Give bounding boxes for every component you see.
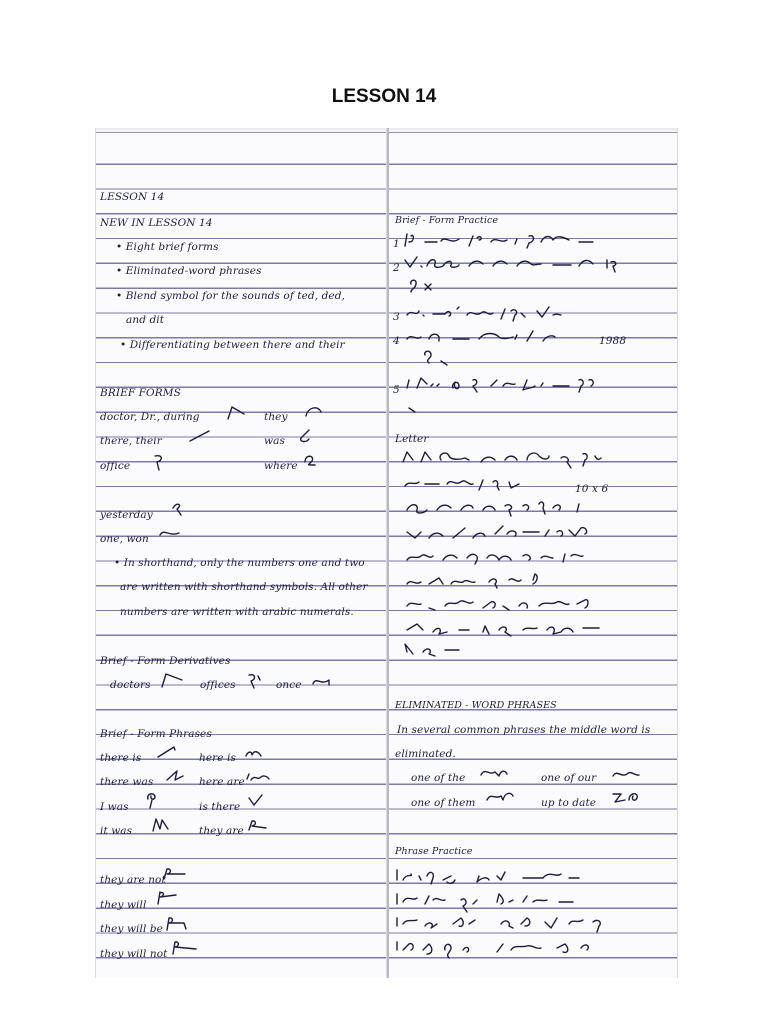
eliminated-phrases-heading: ELIMINATED - WORD PHRASES	[395, 700, 557, 711]
phrase-there-is: there is	[100, 752, 142, 764]
brief-forms-heading: BRIEF FORMS	[100, 387, 181, 399]
brief-form-was: was	[264, 435, 285, 447]
shorthand-practice-line-3-icon	[403, 303, 603, 323]
derivative-doctors: doctors	[110, 679, 151, 691]
shorthand-practice-line-2-icon	[403, 254, 673, 298]
brief-form-one: one, won	[100, 533, 149, 545]
phrase-they-are-not: they are not	[100, 874, 166, 886]
brief-form-they: they	[264, 411, 288, 423]
shorthand-one-of-them-icon	[485, 788, 515, 804]
practice-line-number-3: 3	[393, 311, 400, 323]
shorthand-one-icon	[158, 526, 182, 540]
eliminated-one-of-our: one of our	[541, 772, 597, 784]
derivative-offices: offices	[200, 679, 236, 691]
practice-line-number-5: 5	[393, 384, 400, 396]
derivatives-heading: Brief - Form Derivatives	[100, 655, 231, 667]
left-lesson-heading: LESSON 14	[100, 191, 165, 203]
practice-line-number-2: 2	[393, 262, 400, 274]
shorthand-doctor-icon	[226, 404, 246, 422]
shorthand-there-was-icon	[165, 768, 185, 784]
eliminated-desc-line-2: eliminated.	[395, 748, 456, 760]
phrase-here-are: here are	[199, 776, 245, 788]
practice-line-number-1: 1	[393, 238, 400, 250]
shorthand-is-there-icon	[247, 792, 265, 808]
bullet-blend-continuation: and dit	[126, 314, 165, 326]
eliminated-one-of-the: one of the	[411, 772, 466, 784]
shorthand-yesterday-icon	[169, 500, 187, 518]
shorthand-here-is-icon	[244, 748, 264, 760]
shorthand-they-will-icon	[154, 889, 180, 907]
shorthand-letter-icon	[399, 446, 675, 660]
shorthand-was-icon	[297, 428, 313, 446]
shorthand-one-of-the-icon	[479, 764, 509, 780]
shorthand-phrase-practice-icon	[393, 862, 671, 970]
shorthand-there-icon	[188, 428, 212, 444]
shorthand-i-was-icon	[144, 790, 160, 810]
shorthand-where-icon	[302, 452, 318, 468]
phrase-they-will-not: they will not	[100, 948, 168, 960]
shorthand-practice-line-5-icon	[403, 374, 673, 418]
phrases-heading: Brief - Form Phrases	[100, 728, 212, 740]
note-line-3: numbers are written with arabic numerals.	[120, 606, 354, 618]
shorthand-they-will-be-icon	[164, 915, 190, 933]
phrase-i-was: I was	[100, 801, 129, 813]
shorthand-it-was-icon	[151, 816, 171, 834]
eliminated-up-to-date: up to date	[541, 797, 597, 809]
shorthand-one-of-our-icon	[611, 766, 641, 780]
phrase-they-will-be: they will be	[100, 923, 164, 935]
shorthand-up-to-date-icon	[611, 788, 645, 804]
practice-line-number-4: 4	[393, 335, 400, 347]
note-line-2: are written with shorthand symbols. All other	[120, 581, 368, 593]
brief-form-practice-heading: Brief - Form Practice	[395, 215, 499, 226]
shorthand-there-is-icon	[156, 744, 178, 760]
practice-figure-1988: 1988	[599, 335, 627, 347]
shorthand-office-icon	[151, 452, 167, 472]
phrase-they-are: they are	[199, 825, 244, 837]
brief-form-office: office	[100, 460, 131, 472]
letter-heading: Letter	[395, 433, 429, 445]
bullet-brief-forms: • Eight brief forms	[116, 241, 219, 253]
phrase-there-was: there was	[100, 776, 154, 788]
shorthand-here-are-icon	[245, 771, 271, 783]
eliminated-one-of-them: one of them	[411, 797, 476, 809]
brief-form-yesterday: yesterday	[100, 509, 153, 521]
brief-form-where: where	[264, 460, 298, 472]
letter-figure-10x6: 10 x 6	[575, 483, 609, 495]
new-in-lesson-heading: NEW IN LESSON 14	[100, 217, 213, 229]
shorthand-they-are-icon	[247, 818, 269, 832]
left-notebook-page	[95, 128, 387, 978]
phrase-it-was: it was	[100, 825, 133, 837]
shorthand-they-are-not-icon	[162, 866, 188, 882]
eliminated-desc-line-1: In several common phrases the middle word is	[397, 724, 651, 736]
shorthand-offices-icon	[246, 671, 264, 691]
shorthand-they-will-not-icon	[170, 939, 200, 957]
note-line-1: • In shorthand, only the numbers one and two	[114, 557, 365, 569]
phrase-here-is: here is	[199, 752, 236, 764]
bullet-blend-symbol: • Blend symbol for the sounds of ted, ded,	[116, 290, 346, 302]
derivative-once: once	[276, 679, 302, 691]
shorthand-they-icon	[304, 404, 324, 418]
shorthand-practice-line-1-icon	[403, 230, 623, 250]
phrase-they-will: they will	[100, 899, 147, 911]
brief-form-doctor: doctor, Dr., during	[100, 411, 200, 423]
shorthand-practice-line-4-icon	[403, 327, 673, 371]
bullet-eliminated-phrases: • Eliminated-word phrases	[116, 265, 262, 277]
shorthand-doctors-icon	[160, 671, 186, 689]
phrase-practice-heading: Phrase Practice	[395, 846, 473, 857]
page-title: LESSON 14	[331, 86, 437, 107]
phrase-is-there: is there	[199, 801, 241, 813]
brief-form-there: there, their	[100, 435, 162, 447]
right-notebook-page	[387, 128, 678, 978]
shorthand-once-icon	[311, 674, 333, 688]
bullet-differentiating: • Differentiating between there and their	[120, 339, 345, 351]
